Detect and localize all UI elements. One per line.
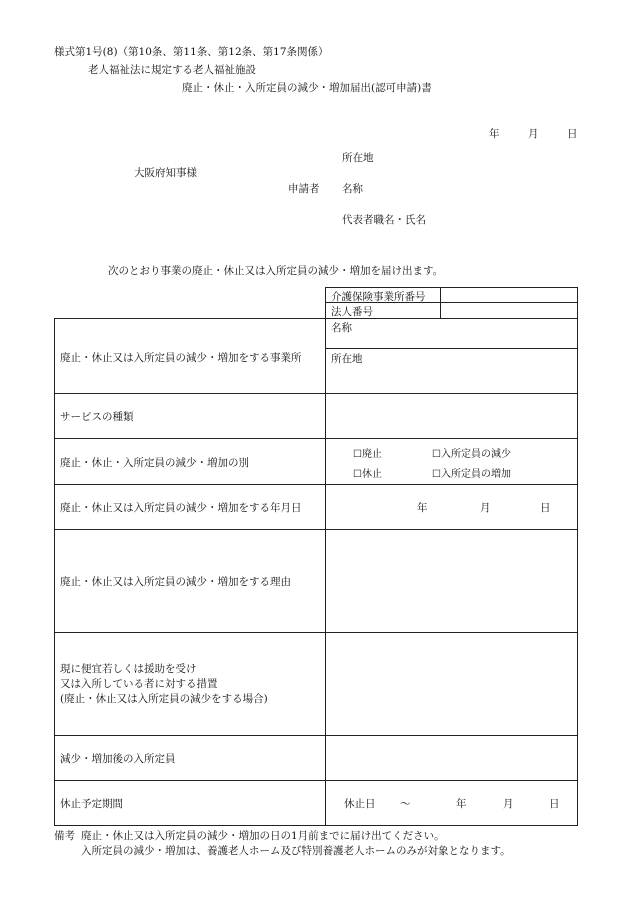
date-day-label: 日 (567, 128, 578, 140)
applicant-name-label: 名称 (342, 183, 363, 195)
reason-row-label: 廃止・休止又は入所定員の減少・増加をする理由 (60, 576, 291, 588)
measures-label-line-3: (廃止・休止又は入所定員の減少をする場合) (60, 693, 268, 705)
date-month-label: 月 (528, 128, 539, 140)
date-row-month: 月 (480, 502, 491, 514)
facility-name-label: 名称 (331, 322, 352, 334)
period-tilde: 〜 (400, 798, 411, 810)
date-row-day: 日 (540, 502, 551, 514)
kaigo-number-label: 介護保険事業所番号 (331, 291, 426, 303)
title-line-2: 廃止・休止・入所定員の減少・増加届出(認可申請)書 (182, 82, 432, 94)
option-genshou-checkbox[interactable]: ☐入所定員の減少 (432, 449, 511, 460)
measures-label-line-2: 又は入所している者に対する措置 (60, 678, 218, 690)
intro-text: 次のとおり事業の廃止・休止又は入所定員の減少・増加を届け出ます。 (108, 265, 444, 277)
date-row-year: 年 (417, 502, 428, 514)
facility-address-label: 所在地 (331, 353, 363, 365)
reason-field[interactable] (326, 530, 577, 631)
capacity-field[interactable] (326, 736, 577, 779)
houjin-number-field[interactable] (441, 303, 577, 317)
period-start-label: 休止日 (344, 798, 376, 810)
period-month: 月 (503, 798, 514, 810)
date-year-label: 年 (489, 128, 500, 140)
measures-label-line-1: 現に便宜若しくは援助を受け (60, 663, 197, 675)
period-row-label: 休止予定期間 (60, 798, 123, 810)
applicant-representative-label: 代表者職名・氏名 (342, 214, 426, 226)
option-haishi-checkbox[interactable]: ☐廃止 (353, 449, 382, 460)
notes-line-1: 廃止・休止又は入所定員の減少・増加の日の1月前までに届け出てください。 (81, 830, 445, 842)
capacity-row-label: 減少・増加後の入所定員 (60, 753, 176, 765)
notes-label: 備考 (54, 830, 75, 842)
service-type-label: サービスの種類 (60, 411, 134, 423)
date-row-label: 廃止・休止又は入所定員の減少・増加をする年月日 (60, 502, 302, 514)
houjin-number-label: 法人番号 (331, 306, 373, 318)
applicant-address-label: 所在地 (342, 152, 374, 164)
notes-line-2: 入所定員の減少・増加は、養護老人ホーム及び特別養護老人ホームのみが対象となります。 (81, 845, 511, 857)
period-year: 年 (456, 798, 467, 810)
facility-address-field[interactable] (330, 365, 576, 392)
title-line-1: 老人福祉法に規定する老人福祉施設 (88, 64, 256, 76)
kind-row-label: 廃止・休止・入所定員の減少・増加の別 (60, 457, 249, 469)
applicant-label: 申請者 (288, 183, 320, 195)
option-zouka-checkbox[interactable]: ☐入所定員の増加 (432, 469, 511, 480)
addressee: 大阪府知事様 (134, 167, 197, 179)
option-kyushi-checkbox[interactable]: ☐休止 (353, 469, 382, 480)
period-day: 日 (549, 798, 560, 810)
kaigo-number-field[interactable] (441, 288, 577, 302)
facility-row-label: 廃止・休止又は入所定員の減少・増加をする事業所 (60, 352, 302, 364)
facility-name-field[interactable] (330, 333, 576, 347)
measures-field[interactable] (326, 633, 577, 734)
service-type-field[interactable] (326, 394, 577, 437)
form-number: 様式第1号(8)（第10条、第11条、第12条、第17条関係） (54, 46, 329, 58)
